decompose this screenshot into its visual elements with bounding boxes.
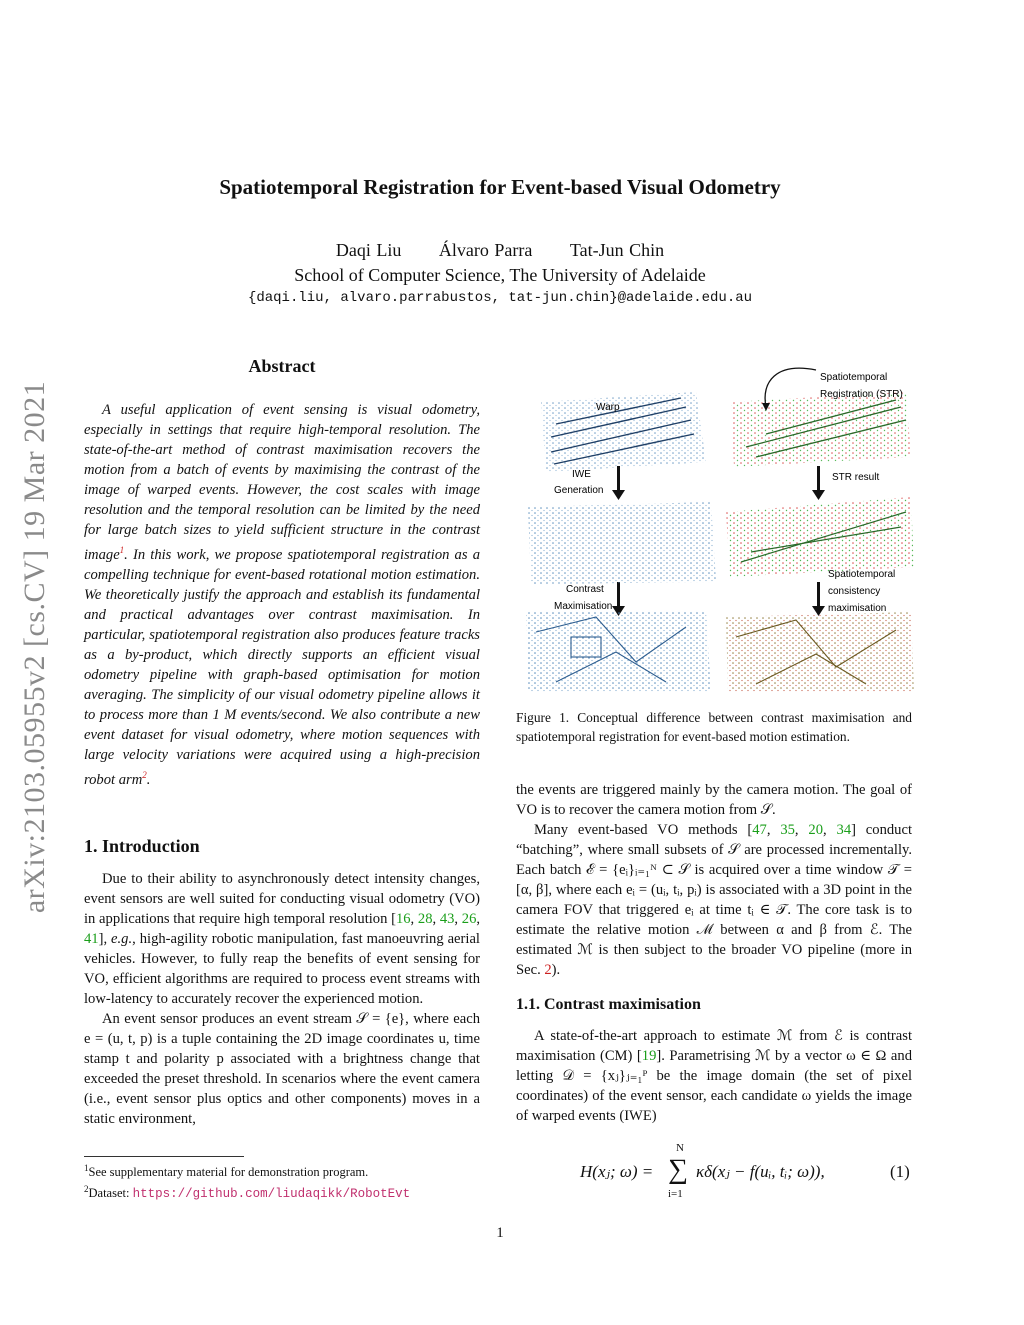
citation-link[interactable]: 35 (780, 822, 795, 838)
paragraph: A state-of-the-art approach to estimate ℳ from ℰ is contrast maximisation (CM) [19]. Parametrising ℳ by a vector ω ∈ Ω and letting 𝒟 = {xⱼ}ⱼ₌₁ᴾ be the image domain (the set of pixel coordinates) of the event sensor, each candidate ω yields the image of warped events (IWE) (516, 1028, 912, 1124)
intro-paragraph-1: Due to their ability to asynchronously detect intensity changes, event sensors are well suited for conducting visual odometry (VO) in applications that require high temporal resolution [16, 28, 43, 26, 41], e.g., high-agility robotic manipulation, fast manoeuvring aerial vehicles. However, to fully reap the benefits of event sensing for VO, efficient algorithms are required to process event streams with low-latency to accurately recover the experienced motion. (84, 871, 481, 1007)
footnote-ref[interactable]: 1 (119, 545, 125, 555)
label-warp: Warp (596, 402, 620, 413)
citation-link[interactable]: 19 (641, 1048, 657, 1064)
label-iwe: IWE (572, 469, 591, 480)
equation-1 (516, 1140, 912, 1210)
subsection-heading: 1.1. Contrast maximisation (516, 996, 701, 1013)
sc-panel (726, 612, 914, 692)
author-list (0, 240, 1000, 261)
label-cm: Contrast (566, 584, 604, 595)
author-name: Tat-Jun Chin (569, 240, 665, 260)
arxiv-identifier: arXiv:2103.05955v2 [cs.CV] 19 Mar 2021 (18, 380, 51, 914)
citation-link[interactable]: 16 (395, 911, 411, 927)
author-name: Daqi Liu (335, 240, 402, 260)
label-str: Spatiotemporal (820, 372, 888, 383)
citation-link[interactable]: 20 (808, 822, 824, 838)
author-emails: {daqi.liu, alvaro.parrabustos, tat-jun.chin}@adelaide.edu.au (247, 290, 753, 306)
equation-sum-lower: i=1 (668, 1188, 683, 1200)
equation-sum-upper: N (676, 1142, 684, 1154)
paragraph: the events are triggered mainly by the camera motion. The goal of VO is to recover the camera motion from 𝒮. (516, 782, 912, 818)
footnotes (84, 1160, 480, 1203)
iwe-panel (528, 502, 716, 584)
cm-panel (526, 612, 711, 692)
figure-caption: Figure 1. Conceptual difference between contrast maximisation and spatiotemporal registration for event-based motion estimation. (516, 710, 912, 744)
abstract-body (84, 400, 480, 790)
equation-lhs: H(xⱼ; ω) = (580, 1162, 654, 1181)
equation-sum-symbol: ∑ (668, 1154, 688, 1185)
paragraph: Many event-based VO methods [47, 35, 20, 34] conduct “batching”, where small subsets of 𝒮 are processed incrementally. Each batch ℰ = {eᵢ}ᵢ₌₁ᴺ ⊂ 𝒮 is acquired over a time window 𝒯 = [α, β], where each eᵢ = (uᵢ, tᵢ, pᵢ) is associated with a 3D point in the camera FOV that triggered eᵢ at time tᵢ ∈ 𝒯. The core task is to estimate the relative motion ℳ between α and β from ℰ. The estimated ℳ is then subject to the broader VO pipeline (more in Sec. 2). (516, 822, 913, 978)
footnote-rule (84, 1156, 244, 1157)
citation-link[interactable]: 43 (439, 911, 455, 927)
equation-number: (1) (890, 1162, 910, 1181)
affiliation: School of Computer Science, The University of Adelaide (294, 265, 706, 285)
citation-link[interactable]: 47 (752, 822, 767, 838)
footnote-2: $^2$Dataset: https://github.com/liudaqikk/RobotEvt (84, 1184, 411, 1202)
str-result-panel (726, 497, 914, 577)
warp-panel (541, 392, 706, 472)
footnote-1: $^1$See supplementary material for demonstration program. (84, 1163, 369, 1180)
abstract-heading: Abstract (248, 356, 316, 376)
abstract-text-2: . In this work, we propose spatiotemporal registration as a compelling technique for event-based rotational motion estimation. We theoretically justify the approach and establish its fundamental and practical advantages over contrast maximisation. In particular, spatiotemporal registration also produces feature tracks as a by-product, which directly supports an efficient visual odometry pipeline with graph-based optimisation for motion averaging. The simplicity of our visual odometry pipeline allows it to process more than 1 M events/second. We also contribute a new event dataset for visual odometry, where motion sequences with large velocity variations were acquired using a high-precision robot arm (84, 546, 480, 788)
dataset-url-link[interactable]: https://github.com/liudaqikk/RobotEvt (132, 1187, 411, 1202)
section-link[interactable]: 2 (544, 962, 552, 978)
label-sc: consistency (828, 586, 881, 597)
label-str-result: STR result (832, 472, 880, 483)
footnote-ref[interactable]: 2 (142, 769, 147, 780)
paper-title: Spatiotemporal Registration for Event-based Visual Odometry (219, 175, 781, 199)
citation-link[interactable]: 34 (836, 822, 852, 838)
author-name: Álvaro Parra (438, 240, 533, 260)
citation-link[interactable]: 41 (84, 931, 99, 947)
label-iwe: Generation (554, 485, 604, 496)
intro-section (84, 836, 480, 1129)
figure-1 (516, 362, 916, 698)
figure-1-graphic (516, 362, 916, 698)
abstract-text-3: . (146, 771, 151, 788)
label-cm: Maximisation (554, 601, 613, 612)
label-sc: Spatiotemporal (828, 569, 896, 580)
right-column (516, 780, 912, 1126)
page-number: 1 (496, 1225, 504, 1241)
label-str: Registration (STR) (820, 389, 903, 400)
intro-paragraph-2: An event sensor produces an event stream 𝒮 = {e}, where each e = (u, t, p) is a tuple containing the 2D image coordinates u, time stamp t and polarity p associated with a brightness change that exceeded the preset threshold. In scenarios where the event camera (i.e., event sensor plus optics and other components) moves in a static environment, (84, 1011, 480, 1127)
section-heading: 1. Introduction (84, 836, 200, 856)
abstract-text-1: A useful application of event sensing is visual odometry, especially in settings that require high-temporal resolution. The state-of-the-art method of contrast maximisation recovers the motion from a batch of events by maximising the contrast of the image of warped events. However, the cost scales with image resolution and the temporal resolution can be limited by the need for large batch sizes to yield sufficient structure in the contrast image (84, 402, 480, 563)
citation-link[interactable]: 26 (461, 911, 477, 927)
label-sc: maximisation (828, 603, 887, 614)
equation-rhs: κδ(xⱼ − f(uᵢ, tᵢ; ω)), (696, 1162, 825, 1181)
citation-link[interactable]: 28 (417, 911, 433, 927)
